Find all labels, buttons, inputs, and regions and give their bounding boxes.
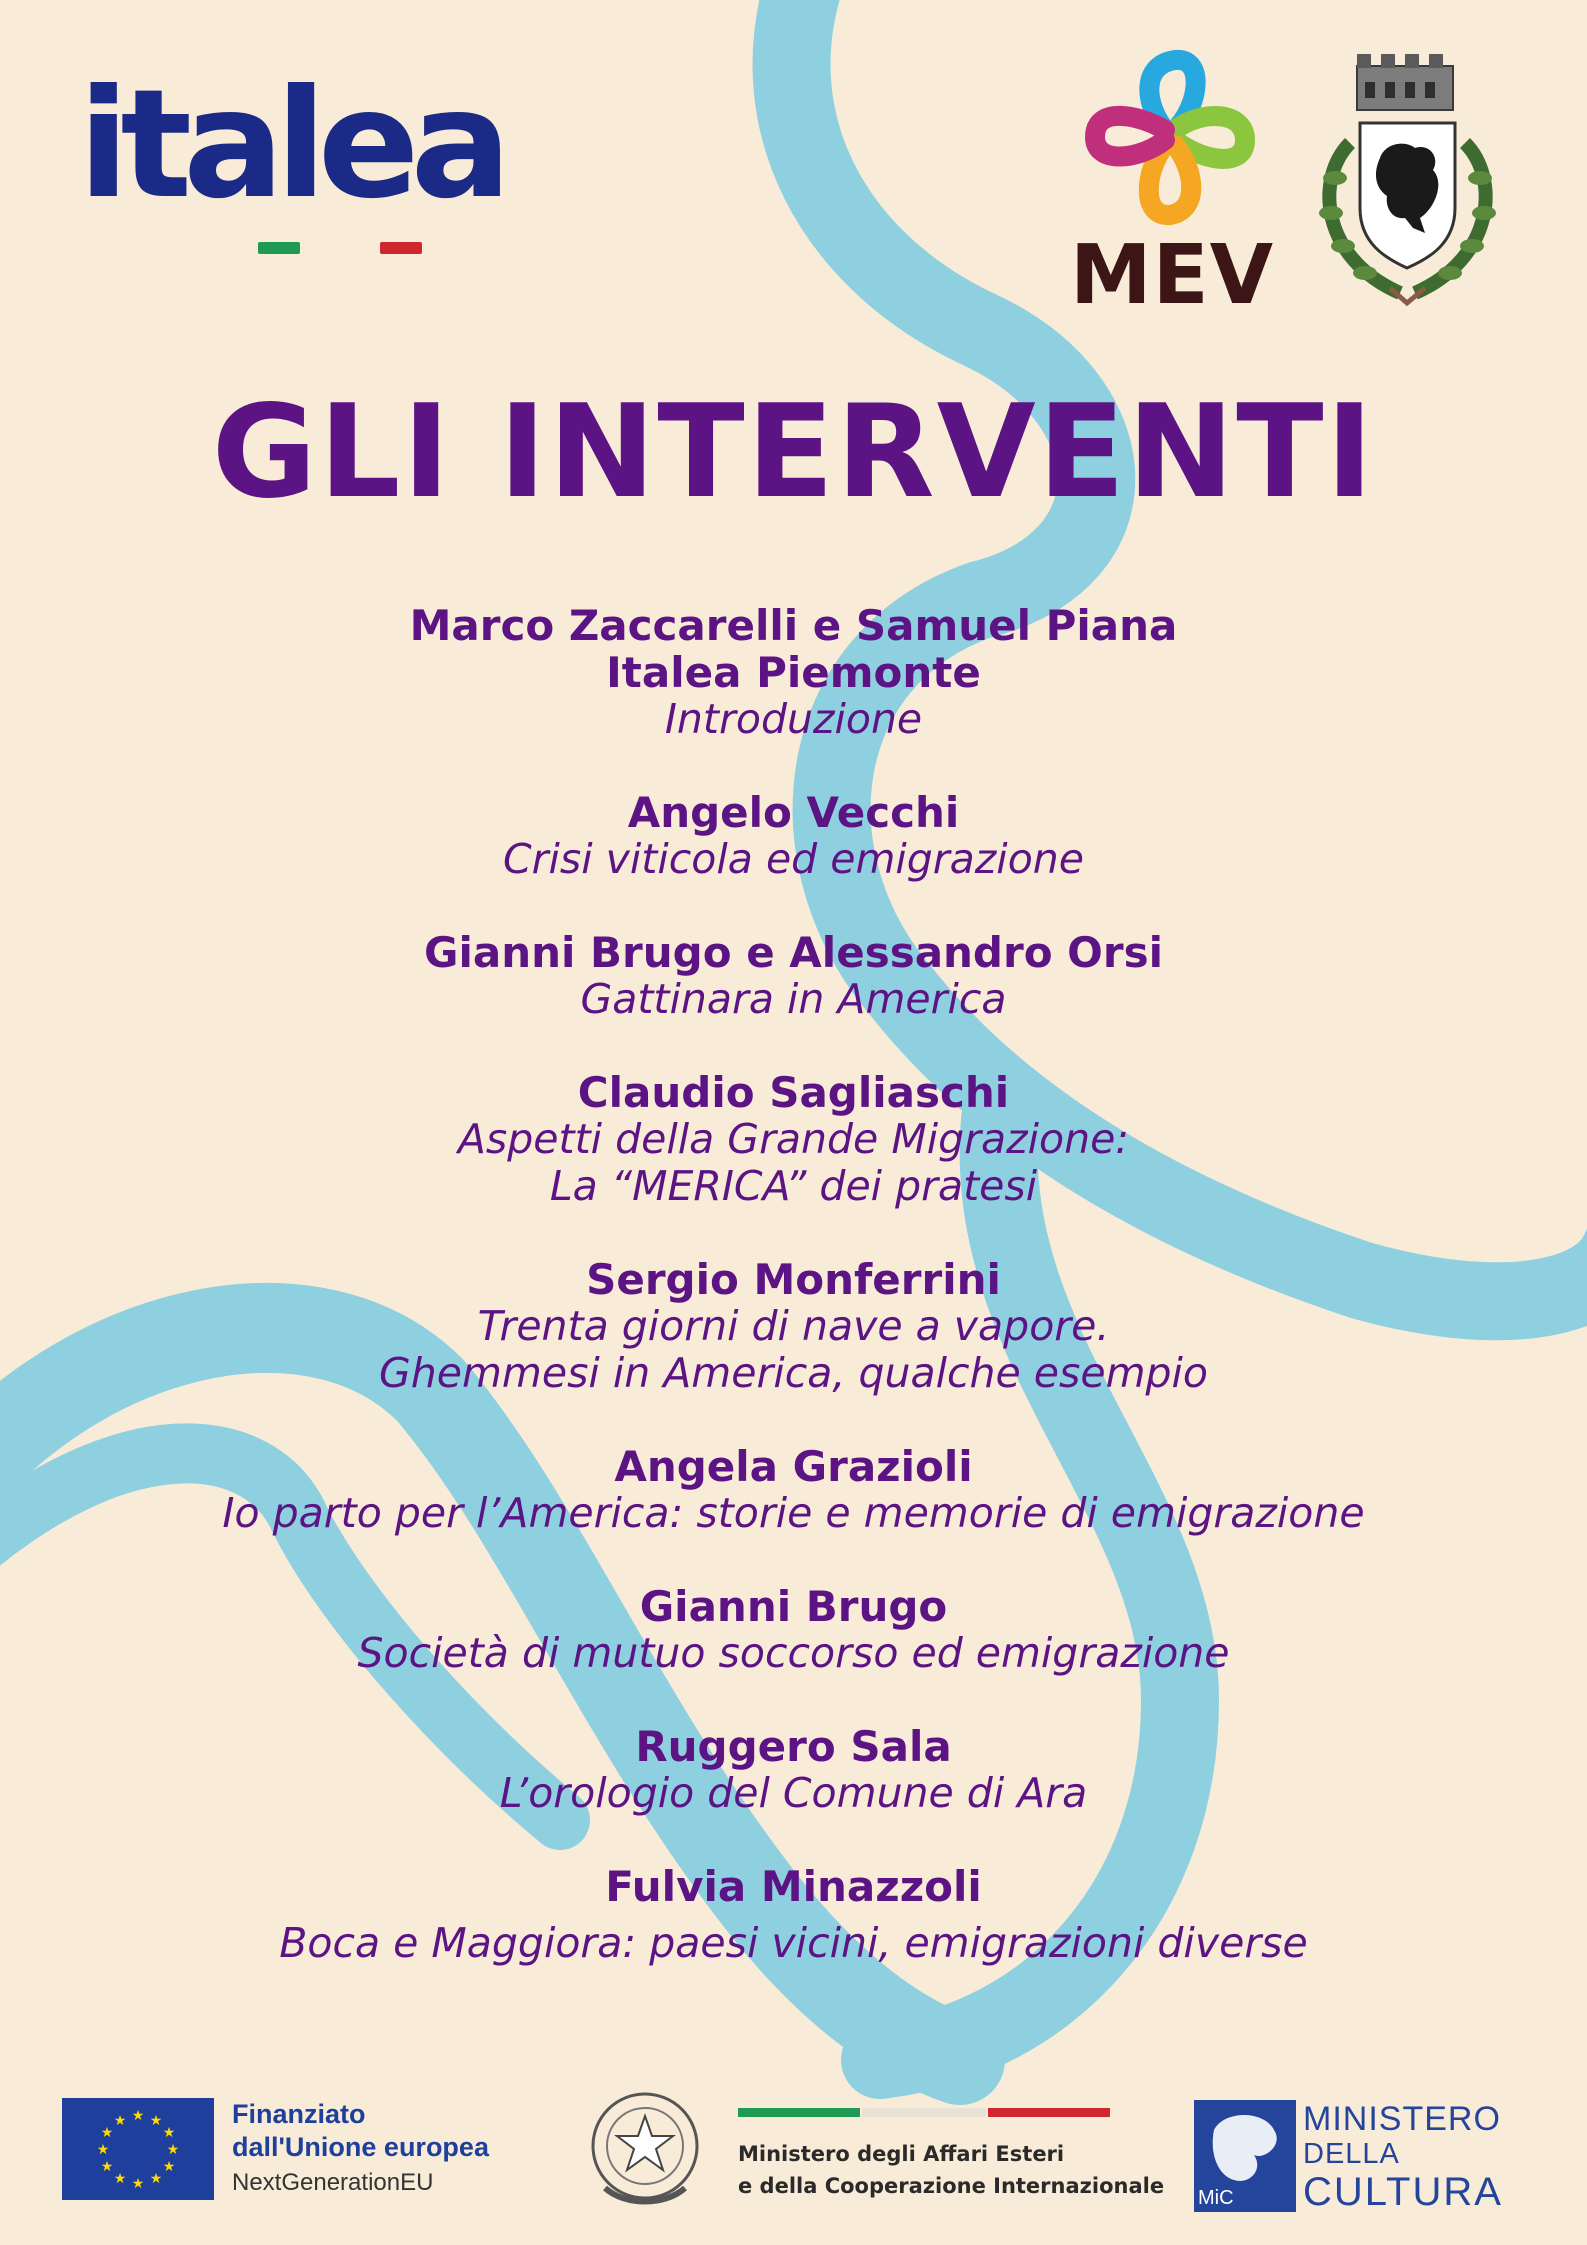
talk-topic: Io parto per l’America: storie e memorie di emigrazione [222, 1489, 1365, 1537]
mic-line: MINISTERO [1303, 2100, 1501, 2138]
mic-text [1303, 2100, 1503, 2214]
talk-topic: Crisi viticola ed emigrazione [502, 835, 1084, 883]
svg-text:★: ★ [166, 2142, 180, 2158]
mae-text [738, 2138, 1164, 2202]
italea-flag-red [380, 242, 422, 254]
italea-logo-text: italea [78, 58, 503, 232]
eu-funding-text [232, 2098, 489, 2202]
svg-text:★: ★ [113, 2171, 127, 2187]
talk-topic: Trenta giorni di nave a vapore. [477, 1302, 1110, 1350]
talk-speaker: Angelo Vecchi [627, 788, 960, 837]
talk-item [0, 1583, 1587, 1677]
talk-topic: La “MERICA” dei pratesi [549, 1162, 1038, 1210]
talk-topic: Ghemmesi in America, qualche esempio [378, 1349, 1209, 1397]
eu-program-name: NextGenerationEU [232, 2169, 434, 2196]
mae-line: Ministero degli Affari Esteri [738, 2142, 1065, 2166]
talk-item [0, 1069, 1587, 1210]
mic-label: MiC [1198, 2187, 1234, 2209]
italea-flag-green [258, 242, 300, 254]
talk-topic: L’orologio del Comune di Ara [499, 1769, 1088, 1817]
talks-list [0, 602, 1587, 1967]
italian-republic-emblem-icon [585, 2088, 705, 2213]
talk-speaker: Marco Zaccarelli e Samuel Piana [409, 601, 1178, 650]
eu-funding-line: dall'Unione europea [232, 2132, 489, 2162]
italea-logo [78, 58, 503, 270]
page-title: GLI INTERVENTI [211, 378, 1376, 527]
talk-speaker-affiliation: Italea Piemonte [606, 648, 981, 697]
talk-topic: Società di mutuo soccorso ed emigrazione [357, 1629, 1230, 1677]
svg-text:★: ★ [149, 2171, 163, 2187]
talk-topic: Boca e Maggiora: paesi vicini, emigrazioni diverse [279, 1919, 1308, 1967]
svg-text:★: ★ [100, 2159, 114, 2175]
svg-text:★: ★ [149, 2113, 163, 2129]
talk-speaker: Claudio Sagliaschi [577, 1068, 1010, 1117]
talk-speaker: Sergio Monferrini [586, 1255, 1001, 1304]
italian-flag-bar [738, 2108, 1110, 2117]
footer-logos [0, 2080, 1587, 2245]
talk-speaker: Gianni Brugo e Alessandro Orsi [424, 928, 1163, 977]
talk-item [0, 602, 1587, 743]
talk-speaker: Fulvia Minazzoli [605, 1862, 982, 1911]
svg-text:★: ★ [131, 2176, 145, 2192]
talk-item [0, 929, 1587, 1023]
svg-text:★: ★ [162, 2159, 176, 2175]
mev-knot-icon [1070, 45, 1270, 230]
talk-speaker: Ruggero Sala [635, 1722, 952, 1771]
svg-text:★: ★ [131, 2108, 145, 2124]
mic-line: CULTURA [1303, 2170, 1503, 2214]
svg-text:★: ★ [100, 2125, 114, 2141]
talk-topic: Aspetti della Grande Migrazione: [457, 1115, 1130, 1163]
svg-text:★: ★ [113, 2113, 127, 2129]
eu-funding-line: Finanziato [232, 2099, 366, 2129]
mev-logo [1070, 45, 1275, 323]
talk-topic: Gattinara in America [580, 975, 1007, 1023]
mae-line: e della Cooperazione Internazionale [738, 2174, 1165, 2198]
mev-logo-text: MEV [1070, 228, 1275, 323]
talk-speaker: Gianni Brugo [639, 1582, 948, 1631]
talk-item [0, 1256, 1587, 1397]
svg-text:★: ★ [96, 2142, 110, 2158]
eu-flag-icon [62, 2098, 214, 2200]
talk-topic: Introduzione [664, 695, 923, 743]
svg-text:★: ★ [162, 2125, 176, 2141]
talk-item [0, 1443, 1587, 1537]
talk-item [0, 1723, 1587, 1817]
talk-speaker: Angela Grazioli [614, 1442, 973, 1491]
mic-logo-icon [1194, 2100, 1296, 2212]
talk-item [0, 1863, 1587, 1967]
talk-item [0, 789, 1587, 883]
mic-line: DELLA [1303, 2138, 1400, 2170]
gattinara-crest-icon [1305, 48, 1510, 318]
